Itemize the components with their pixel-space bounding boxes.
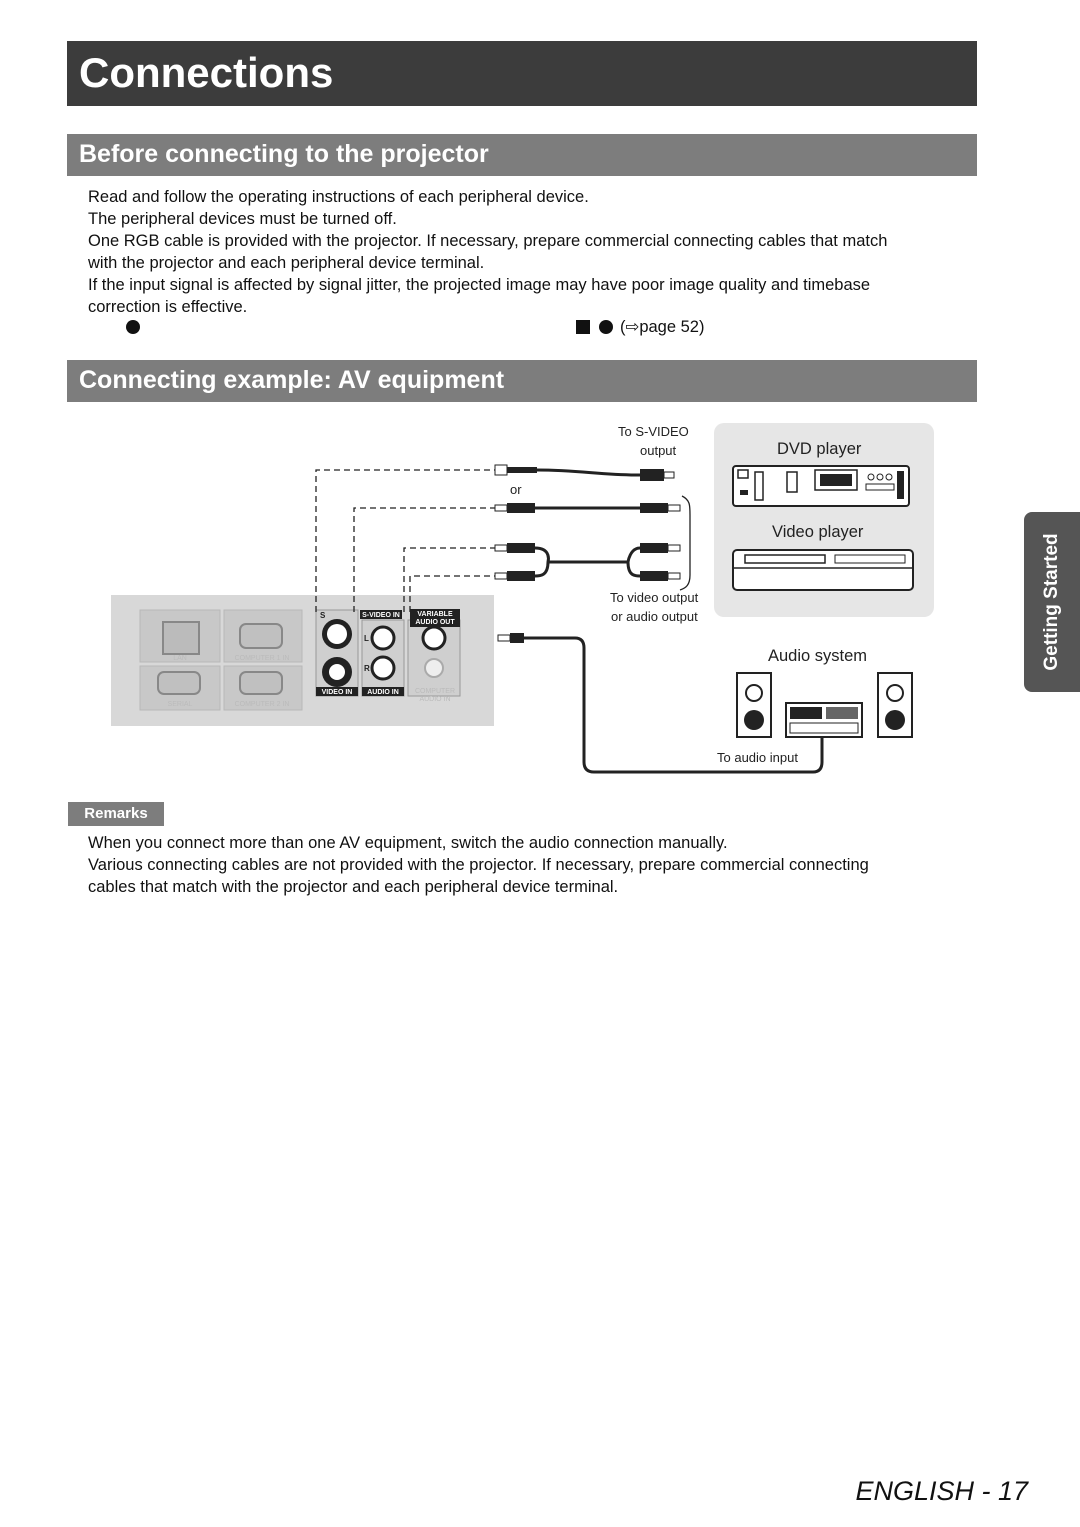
panel-label-serial: SERIAL	[167, 701, 193, 708]
label-or: or	[510, 482, 522, 497]
label-dvd-player: DVD player	[777, 440, 862, 458]
label-to-svideo-output-2: output	[640, 443, 677, 458]
section-heading-text: Before connecting to the projector	[79, 140, 489, 168]
page-footer: ENGLISH - 17	[855, 1476, 1028, 1506]
cable-video	[495, 503, 680, 513]
remarks-line: Various connecting cables are not provided with the projector. If necessary, prepare commercial connecting	[88, 856, 869, 874]
panel-label-audio-out: AUDIO OUT	[415, 619, 455, 626]
section-heading-text: Connecting example: AV equipment	[79, 366, 505, 394]
side-tab-label: Getting Started	[1041, 533, 1062, 671]
video-player-icon	[733, 550, 913, 590]
bracket-line	[680, 496, 690, 590]
panel-label-lan: LAN	[173, 655, 187, 662]
label-to-video-output: To video output	[610, 590, 699, 605]
remarks-line: When you connect more than one AV equipment, switch the audio connection manually.	[88, 834, 728, 852]
page-reference-link[interactable]: (⇨page 52)	[620, 318, 705, 336]
cable-svideo	[495, 465, 674, 481]
paragraph-line: One RGB cable is provided with the projector. If necessary, prepare commercial connecting cables that match	[88, 232, 888, 250]
dvd-player-icon	[733, 466, 909, 506]
remarks-line: cables that match with the projector and each peripheral device terminal.	[88, 878, 619, 896]
side-tab-getting-started[interactable]	[1024, 512, 1080, 692]
panel-label-r: R	[364, 664, 370, 673]
cable-audio-rca	[495, 543, 680, 581]
panel-label-audio-in: AUDIO IN	[367, 689, 399, 696]
paragraph-line: Read and follow the operating instructions of each peripheral device.	[88, 188, 589, 206]
label-video-player: Video player	[772, 523, 864, 541]
panel-label-computer-audio-in: AUDIO IN	[419, 696, 451, 703]
panel-label-video-in: VIDEO IN	[321, 689, 353, 696]
panel-label-computer1: COMPUTER 1 IN	[234, 655, 290, 662]
remarks-label: Remarks	[68, 802, 164, 826]
paragraph-line: with the projector and each peripheral device terminal.	[88, 254, 485, 272]
label-or-audio-output: or audio output	[611, 609, 698, 624]
audio-system-icon	[737, 673, 912, 737]
label-to-svideo-output: To S-VIDEO	[618, 424, 689, 439]
panel-label-svideo-in: S-VIDEO IN	[362, 612, 400, 619]
paragraph-line: If the input signal is affected by signal jitter, the projected image may have poor image quality and timebase	[88, 276, 871, 294]
label-audio-system: Audio system	[768, 647, 868, 665]
panel-label-computer2: COMPUTER 2 IN	[234, 701, 290, 708]
paragraph-line: The peripheral devices must be turned off.	[88, 210, 397, 228]
page-title: Connections	[79, 49, 334, 96]
dashed-guide-lines	[316, 470, 495, 612]
paragraph-line: correction is effective.	[88, 298, 248, 316]
panel-label-variable: VARIABLE	[417, 611, 453, 618]
panel-label-computer: COMPUTER	[414, 688, 456, 695]
panel-label-s: S	[320, 611, 326, 620]
panel-label-l: L	[364, 634, 369, 643]
label-to-audio-input: To audio input	[717, 750, 798, 765]
